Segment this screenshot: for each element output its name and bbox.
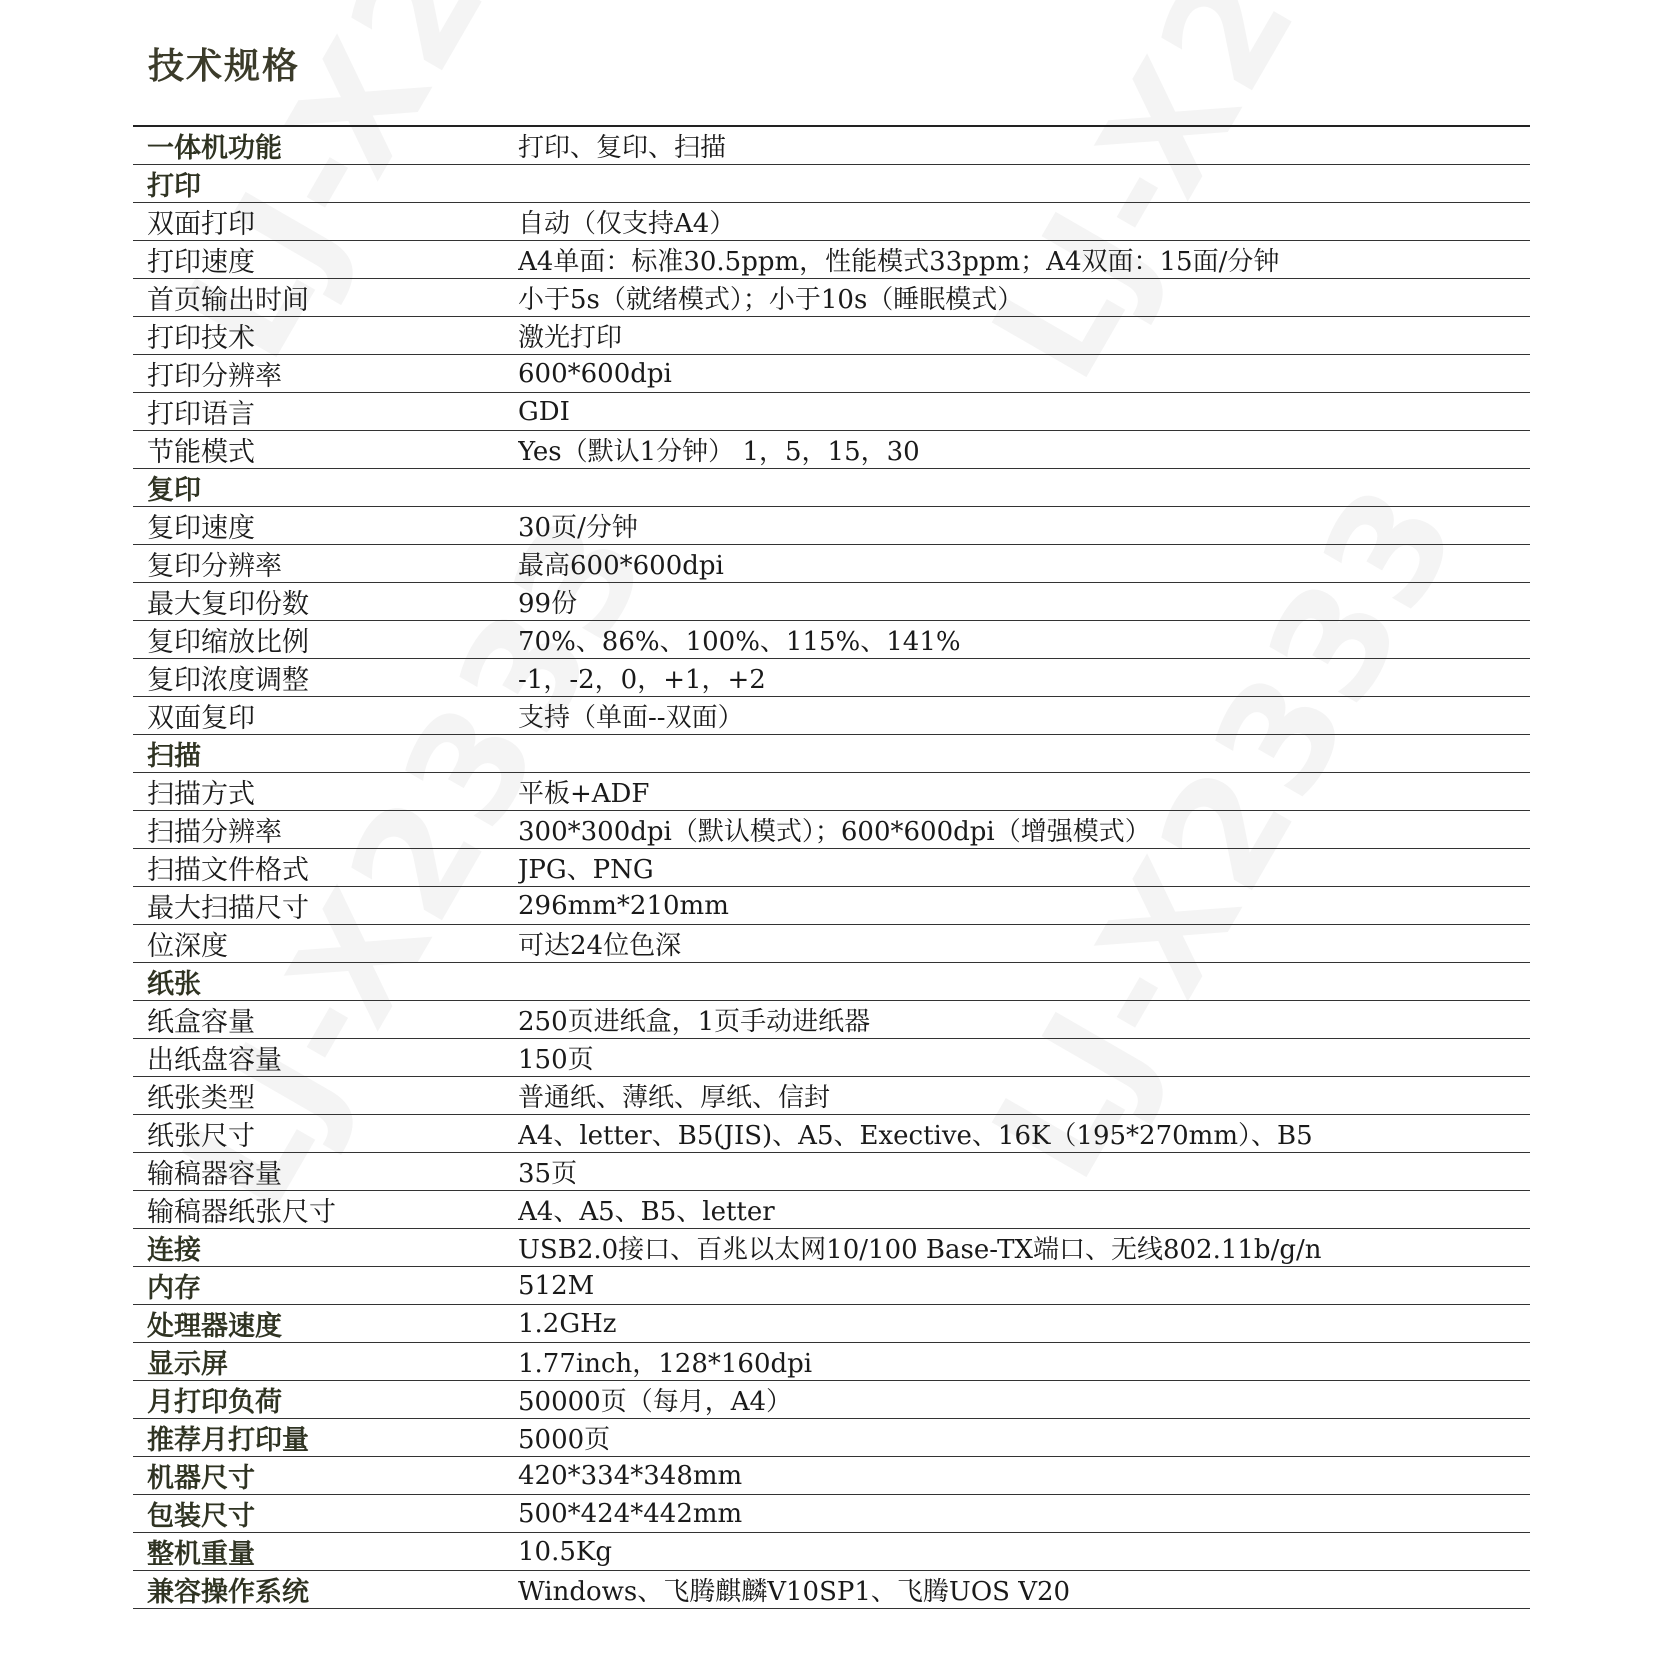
spec-value: 10.5Kg bbox=[518, 1536, 612, 1567]
spec-value: 296mm*210mm bbox=[518, 890, 729, 921]
spec-section-row bbox=[133, 1495, 1530, 1533]
spec-row bbox=[133, 697, 1530, 735]
spec-row bbox=[133, 1191, 1530, 1229]
spec-label: 最大复印份数 bbox=[147, 589, 309, 620]
spec-value: GDI bbox=[518, 396, 570, 427]
spec-label: 输稿器容量 bbox=[147, 1159, 282, 1190]
spec-value: 420*334*348mm bbox=[518, 1460, 743, 1491]
spec-label: 纸张类型 bbox=[147, 1083, 255, 1114]
spec-label: 出纸盘容量 bbox=[147, 1045, 282, 1076]
spec-label: 打印技术 bbox=[147, 323, 255, 354]
spec-label: 打印语言 bbox=[147, 399, 255, 430]
spec-row bbox=[133, 507, 1530, 545]
spec-label: 月打印负荷 bbox=[147, 1387, 282, 1418]
spec-label: 纸盒容量 bbox=[147, 1007, 255, 1038]
spec-row bbox=[133, 545, 1530, 583]
spec-section-row bbox=[133, 1457, 1530, 1495]
spec-value: A4、letter、B5(JIS)、A5、Exective、16K（195*270mm）、B5 bbox=[518, 1121, 1313, 1151]
spec-value: 可达24位色深 bbox=[518, 931, 682, 961]
spec-value: 500*424*442mm bbox=[518, 1498, 743, 1529]
spec-label: 扫描方式 bbox=[147, 779, 255, 810]
spec-row bbox=[133, 621, 1530, 659]
spec-table bbox=[133, 125, 1530, 1609]
spec-label: 打印速度 bbox=[147, 247, 255, 278]
spec-section-row bbox=[133, 735, 1530, 773]
spec-value: 1.77inch，128*160dpi bbox=[518, 1349, 813, 1379]
spec-row bbox=[133, 241, 1530, 279]
spec-section-row bbox=[133, 127, 1530, 165]
spec-value: 1.2GHz bbox=[518, 1308, 617, 1339]
spec-section-row bbox=[133, 1343, 1530, 1381]
spec-label: 复印分辨率 bbox=[147, 551, 282, 582]
spec-row bbox=[133, 317, 1530, 355]
spec-value: 150页 bbox=[518, 1045, 594, 1075]
spec-label: 连接 bbox=[147, 1235, 201, 1266]
spec-value: 普通纸、薄纸、厚纸、信封 bbox=[518, 1083, 831, 1113]
spec-label: 整机重量 bbox=[147, 1539, 255, 1570]
spec-value: Yes（默认1分钟） 1，5，15，30 bbox=[518, 437, 920, 467]
spec-section-row bbox=[133, 165, 1530, 203]
spec-section-row bbox=[133, 1419, 1530, 1457]
spec-section-row bbox=[133, 1229, 1530, 1267]
spec-row bbox=[133, 1039, 1530, 1077]
spec-value: 打印、复印、扫描 bbox=[518, 133, 727, 163]
spec-value: 激光打印 bbox=[518, 323, 623, 353]
spec-row bbox=[133, 1077, 1530, 1115]
spec-row bbox=[133, 203, 1530, 241]
spec-row bbox=[133, 773, 1530, 811]
spec-row bbox=[133, 1153, 1530, 1191]
spec-label: 节能模式 bbox=[147, 437, 255, 468]
spec-label: 打印分辨率 bbox=[147, 361, 282, 392]
spec-row bbox=[133, 355, 1530, 393]
spec-row bbox=[133, 1115, 1530, 1153]
spec-label: 复印缩放比例 bbox=[147, 627, 309, 658]
spec-value: 70%、86%、100%、115%、141% bbox=[518, 627, 961, 657]
spec-label: 打印 bbox=[147, 171, 201, 202]
page-title: 技术规格 bbox=[148, 46, 301, 87]
spec-label: 一体机功能 bbox=[147, 133, 282, 164]
spec-label: 处理器速度 bbox=[147, 1311, 282, 1342]
spec-row bbox=[133, 849, 1530, 887]
spec-value: Windows、飞腾麒麟V10SP1、飞腾UOS V20 bbox=[518, 1577, 1071, 1607]
spec-section-row bbox=[133, 1533, 1530, 1571]
spec-label: 双面复印 bbox=[147, 703, 255, 734]
spec-label: 首页输出时间 bbox=[147, 285, 309, 316]
spec-section-row bbox=[133, 1571, 1530, 1609]
spec-label: 双面打印 bbox=[147, 209, 255, 240]
spec-label: 推荐月打印量 bbox=[147, 1425, 309, 1456]
spec-section-row bbox=[133, 963, 1530, 1001]
spec-value: 小于5s（就绪模式）；小于10s（睡眠模式） bbox=[518, 285, 1024, 315]
spec-value: 自动（仅支持A4） bbox=[518, 209, 736, 239]
spec-row bbox=[133, 659, 1530, 697]
spec-row bbox=[133, 925, 1530, 963]
spec-row bbox=[133, 431, 1530, 469]
spec-label: 扫描 bbox=[147, 741, 201, 772]
spec-label: 扫描文件格式 bbox=[147, 855, 309, 886]
spec-label: 包装尺寸 bbox=[147, 1501, 255, 1532]
spec-label: 纸张 bbox=[147, 969, 201, 1000]
spec-label: 输稿器纸张尺寸 bbox=[147, 1197, 336, 1228]
spec-label: 兼容操作系统 bbox=[147, 1577, 309, 1608]
spec-value: 300*300dpi（默认模式）；600*600dpi（增强模式） bbox=[518, 817, 1151, 847]
spec-value: 35页 bbox=[518, 1159, 578, 1189]
spec-section-row bbox=[133, 1305, 1530, 1343]
spec-row bbox=[133, 393, 1530, 431]
spec-row bbox=[133, 887, 1530, 925]
spec-value: 50000页（每月，A4） bbox=[518, 1387, 793, 1417]
spec-label: 位深度 bbox=[147, 931, 228, 962]
spec-section-row bbox=[133, 469, 1530, 507]
spec-value: 5000页 bbox=[518, 1425, 611, 1455]
spec-value: 600*600dpi bbox=[518, 358, 672, 389]
spec-value: A4单面：标准30.5ppm，性能模式33ppm；A4双面：15面/分钟 bbox=[518, 247, 1280, 277]
spec-label: 扫描分辨率 bbox=[147, 817, 282, 848]
spec-value: 512M bbox=[518, 1270, 595, 1301]
spec-section-row bbox=[133, 1381, 1530, 1419]
spec-label: 复印浓度调整 bbox=[147, 665, 309, 696]
spec-label: 纸张尺寸 bbox=[147, 1121, 255, 1152]
spec-label: 复印 bbox=[147, 475, 201, 506]
spec-value: JPG、PNG bbox=[518, 855, 654, 885]
spec-row bbox=[133, 811, 1530, 849]
spec-value: 30页/分钟 bbox=[518, 513, 638, 543]
spec-row bbox=[133, 583, 1530, 621]
spec-row bbox=[133, 279, 1530, 317]
spec-value: USB2.0接口、百兆以太网10/100 Base-TX端口、无线802.11b/g/n bbox=[518, 1235, 1322, 1265]
spec-label: 显示屏 bbox=[147, 1349, 228, 1380]
spec-value: 最高600*600dpi bbox=[518, 551, 724, 581]
spec-row bbox=[133, 1001, 1530, 1039]
spec-label: 机器尺寸 bbox=[147, 1463, 255, 1494]
spec-label: 最大扫描尺寸 bbox=[147, 893, 309, 924]
spec-value: 支持（单面--双面） bbox=[518, 703, 744, 733]
spec-value: 99份 bbox=[518, 589, 578, 619]
spec-label: 内存 bbox=[147, 1273, 201, 1304]
spec-value: 平板+ADF bbox=[518, 779, 650, 809]
spec-value: -1，-2，0，+1，+2 bbox=[518, 665, 766, 695]
spec-label: 复印速度 bbox=[147, 513, 255, 544]
spec-section-row bbox=[133, 1267, 1530, 1305]
spec-value: 250页进纸盒，1页手动进纸器 bbox=[518, 1007, 871, 1037]
spec-value: A4、A5、B5、letter bbox=[518, 1197, 775, 1227]
